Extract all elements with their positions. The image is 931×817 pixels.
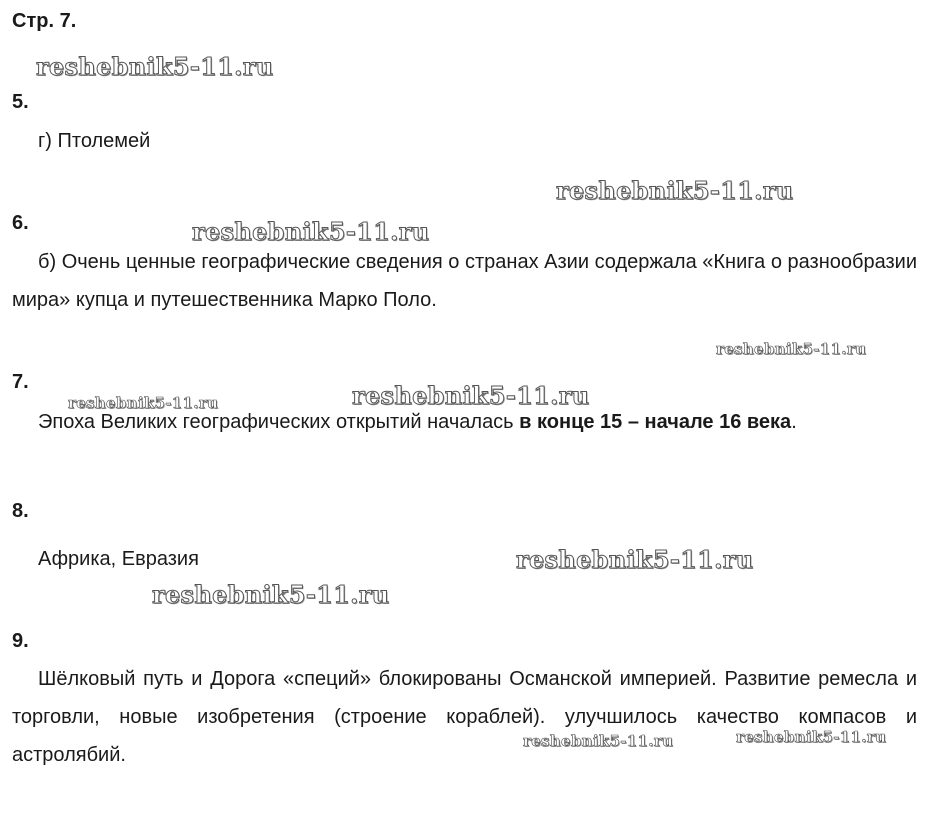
watermark: reshebnik5-11.ru — [736, 728, 887, 746]
answer-highlight: в конце 15 – начале 16 века — [519, 411, 792, 433]
task-number: 5. — [12, 91, 29, 113]
watermark: reshebnik5-11.ru — [556, 176, 794, 205]
watermark: reshebnik5-11.ru — [152, 580, 390, 609]
task-answer: б) Очень ценные географические сведения о странах Азии содержала «Книга о разнообразии мира» купца и путешественника Марко Поло. — [12, 251, 917, 311]
task-number: 9. — [12, 630, 29, 652]
task-number: 6. — [12, 212, 29, 234]
watermark: reshebnik5-11.ru — [716, 340, 867, 358]
watermark: reshebnik5-11.ru — [352, 381, 590, 410]
task-number: 7. — [12, 371, 29, 393]
answer-text: . — [791, 411, 797, 433]
task-number: 8. — [12, 500, 29, 522]
watermark: reshebnik5-11.ru — [36, 52, 274, 81]
page-title: Стр. 7. — [12, 10, 77, 32]
task-answer — [38, 403, 797, 441]
task-answer: Африка, Евразия — [38, 548, 199, 570]
watermark: reshebnik5-11.ru — [516, 545, 754, 574]
task-answer: г) Птолемей — [38, 130, 151, 152]
watermark: reshebnik5-11.ru — [68, 394, 219, 412]
answer-text: Эпоха Великих географических открытий началась — [38, 411, 520, 433]
watermark: reshebnik5-11.ru — [192, 217, 430, 246]
task-answer: Шёлковый путь и Дорога «специй» блокированы Османской империей. Развитие ремесла и торговли, новые изобретения (строение кораблей). улучшилось качество компасов и астролябий. — [12, 668, 917, 766]
watermark: reshebnik5-11.ru — [523, 732, 674, 750]
